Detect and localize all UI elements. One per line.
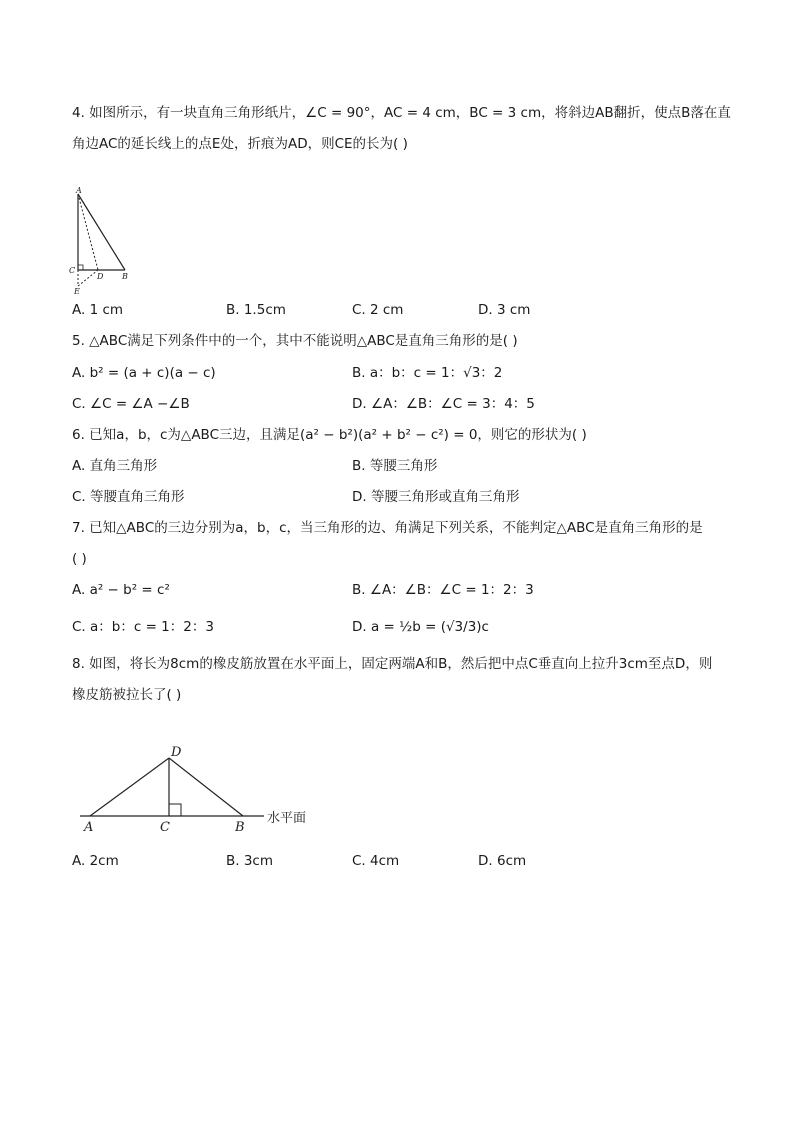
q4-option-c[interactable]: C. 2 cm xyxy=(352,302,404,318)
q4-triangle-figure xyxy=(62,186,142,298)
q8-label-d: D xyxy=(171,745,182,760)
q7-option-a[interactable]: A. a² − b² = c² xyxy=(72,582,170,598)
q6-option-a[interactable]: A. 直角三角形 xyxy=(72,458,158,474)
q4-stem-line2: 角边AC的延长线上的点E处，折痕为AD，则CE的长为( ) xyxy=(72,136,408,152)
q4-fold-ad xyxy=(78,194,98,270)
q8-option-a[interactable]: A. 2cm xyxy=(72,853,119,869)
q4-edge-ab xyxy=(78,194,125,270)
q8-stem-line1: 8. 如图，将长为8cm的橡皮筋放置在水平面上，固定两端A和B，然后把中点C垂直向上拉升3cm至点D，则 xyxy=(72,656,713,672)
q4-segment-ed xyxy=(78,270,98,286)
q8-option-d[interactable]: D. 6cm xyxy=(478,853,527,869)
q4-stem-line1: 4. 如图所示，有一块直角三角形纸片，∠C = 90°，AC = 4 cm，BC = 3 cm，将斜边AB翻折，使点B落在直 xyxy=(72,105,731,121)
q8-rubber-band-figure xyxy=(78,742,328,834)
q8-label-c: C xyxy=(160,820,170,834)
q4-option-b[interactable]: B. 1.5cm xyxy=(226,302,286,318)
q4-option-d[interactable]: D. 3 cm xyxy=(478,302,531,318)
q5-option-b[interactable]: B. a：b：c = 1：√3：2 xyxy=(352,365,503,381)
q4-option-a[interactable]: A. 1 cm xyxy=(72,302,124,318)
q8-label-surface: 水平面 xyxy=(267,811,307,826)
q6-option-d[interactable]: D. 等腰三角形或直角三角形 xyxy=(352,489,520,505)
q4-right-angle-mark xyxy=(78,265,83,270)
q5-option-a[interactable]: A. b² = (a + c)(a − c) xyxy=(72,365,216,381)
q7-stem-line2: ( ) xyxy=(72,551,87,567)
q6-stem: 6. 已知a，b，c为△ABC三边，且满足(a² − b²)(a² + b² − c²) = 0，则它的形状为( ) xyxy=(72,427,587,443)
q6-option-b[interactable]: B. 等腰三角形 xyxy=(352,458,438,474)
q4-label-e: E xyxy=(74,287,80,296)
q8-label-a: A xyxy=(84,820,94,834)
q8-segment-db xyxy=(169,758,243,816)
q4-label-a: A xyxy=(76,186,82,195)
q4-label-c: C xyxy=(69,266,76,275)
q8-stem-line2: 橡皮筋被拉长了( ) xyxy=(72,687,182,703)
q8-right-angle-mark xyxy=(169,804,181,816)
q4-label-b: B xyxy=(122,272,128,281)
q8-segment-ad xyxy=(90,758,169,816)
q8-option-b[interactable]: B. 3cm xyxy=(226,853,274,869)
q8-label-b: B xyxy=(235,820,245,834)
q7-stem-line1: 7. 已知△ABC的三边分别为a，b，c，当三角形的边、角满足下列关系，不能判定△ABC是直角三角形的是 xyxy=(72,520,703,536)
q5-option-c[interactable]: C. ∠C = ∠A −∠B xyxy=(72,396,190,412)
q7-option-d[interactable]: D. a = ½b = (√3/3)c xyxy=(352,619,489,635)
q8-option-c[interactable]: C. 4cm xyxy=(352,853,400,869)
q7-option-b[interactable]: B. ∠A：∠B：∠C = 1：2：3 xyxy=(352,582,534,598)
q7-option-c[interactable]: C. a：b：c = 1：2：3 xyxy=(72,619,214,635)
q5-option-d[interactable]: D. ∠A：∠B：∠C = 3：4：5 xyxy=(352,396,535,412)
q5-stem: 5. △ABC满足下列条件中的一个，其中不能说明△ABC是直角三角形的是( ) xyxy=(72,333,518,349)
q4-label-d: D xyxy=(97,272,104,281)
q6-option-c[interactable]: C. 等腰直角三角形 xyxy=(72,489,185,505)
